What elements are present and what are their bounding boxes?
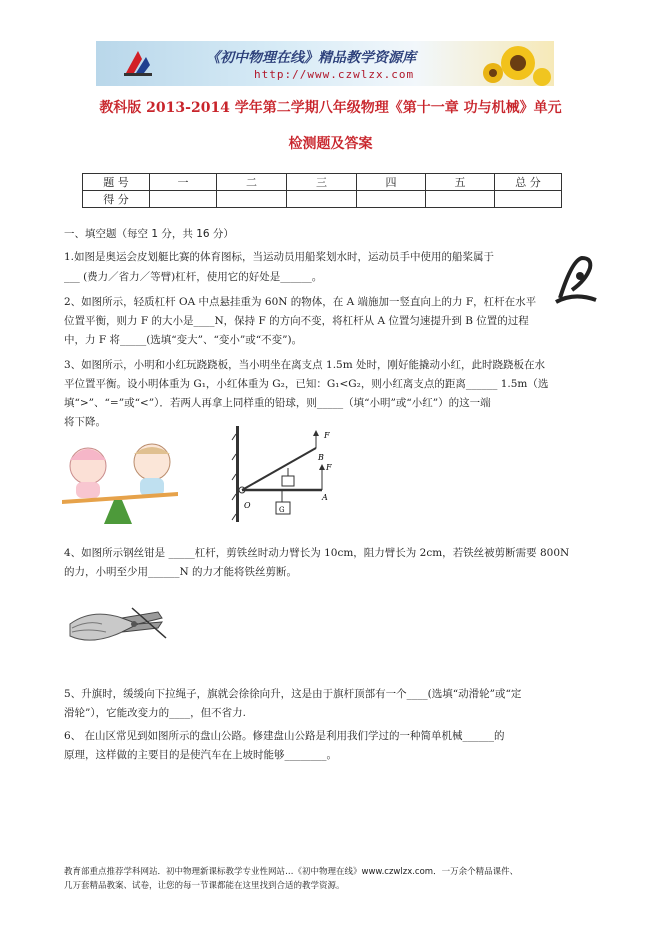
label-A: A (322, 493, 328, 502)
question-3-line: 填“>”、“=”或“<”）．若两人再拿上同样重的铅球，则_____（填“小明”或“小红”）的这一端 (64, 397, 491, 409)
wire-cutter-pliers-image (62, 598, 170, 658)
table-cell (287, 191, 357, 208)
table-cell: 题 号 (83, 174, 150, 191)
seesaw-children-image (56, 438, 184, 530)
table-cell: 得 分 (83, 191, 150, 208)
footer-line2: 几万套精品教案、试卷，让您的每一节课都能在这里找到合适的教学资源。 (64, 881, 345, 891)
table-cell: 二 (217, 174, 287, 191)
question-1-line: 1.如图是奥运会皮划艇比赛的体育图标，当运动员用船桨划水时，运动员手中使用的船桨属于 (64, 251, 495, 263)
question-3-line: 平位置平衡。设小明体重为 G₁，小红体重为 G₂，已知：G₁<G₂，则小红离支点的距离______ 1.5m（选 (64, 378, 549, 390)
label-F-top: F (324, 431, 330, 440)
canoe-sport-icon (552, 252, 598, 308)
question-2-line: 2、如图所示，轻质杠杆 OA 中点悬挂重为 60N 的物体，在 A 端施加一竖直向上的力 F，杠杆在水平 (64, 296, 537, 308)
question-3-line: 3、如图所示，小明和小红玩跷跷板，当小明坐在离支点 1.5m 处时，刚好能撬动小红，此时跷跷板在水 (64, 359, 546, 371)
label-O: O (244, 501, 251, 510)
table-cell (495, 191, 562, 208)
table-cell: 五 (426, 174, 495, 191)
table-cell: 三 (287, 174, 357, 191)
label-B: B (318, 453, 324, 462)
question-5-line: 滑轮”），它能改变力的____，但不省力. (64, 707, 246, 719)
label-G: G (279, 506, 285, 514)
question-3-line: 将下降。 (64, 416, 106, 428)
doc-title-line1: 教科版 2013-2014 学年第二学期八年级物理《第十一章 功与机械》单元 (99, 100, 562, 116)
banner-title: 《初中物理在线》精品教学资源库 (206, 50, 416, 66)
table-cell: 四 (357, 174, 426, 191)
score-table (82, 173, 562, 208)
site-logo-icon (122, 47, 154, 79)
doc-title-line2: 检测题及答案 (288, 136, 373, 152)
question-2-line: 位置平衡，则力 F 的大小是____N，保持 F 的方向不变，将杠杆从 A 位置匀速提升到 B 位置的过程 (64, 315, 529, 327)
site-banner (96, 41, 554, 86)
question-4-line: 4、如图所示钢丝钳是 _____杠杆，剪铁丝时动力臂长为 10cm，阻力臂长为 2cm，若铁丝被剪断需要 800N (64, 547, 570, 559)
table-cell (357, 191, 426, 208)
question-2-line: 中，力 F 将_____(选填“变大”、“变小”或“不变”)。 (64, 334, 303, 346)
footer-line1: 教育部重点推荐学科网站．初中物理新课标教学专业性网站…《初中物理在线》www.czwlzx.com．一万余个精品课件、 (64, 867, 519, 877)
question-5-line: 5、升旗时，缓缓向下拉绳子，旗就会徐徐向升，这是由于旗杆顶部有一个____(选填“动滑轮”或“定 (64, 688, 522, 700)
table-cell (426, 191, 495, 208)
lever-diagram (232, 426, 350, 522)
table-cell: 总 分 (495, 174, 562, 191)
question-6-line: 6、 在山区常见到如图所示的盘山公路。修建盘山公路是利用我们学过的一种简单机械______的 (64, 730, 505, 742)
table-cell (150, 191, 217, 208)
question-6-line: 原理，这样做的主要目的是使汽车在上坡时能够________。 (64, 749, 337, 761)
sunflower-icon (478, 43, 548, 85)
question-4-line: 的力，小明至少用______N 的力才能将铁丝剪断。 (64, 566, 298, 578)
score-table-score-row (83, 191, 562, 208)
table-cell (217, 191, 287, 208)
table-cell: 一 (150, 174, 217, 191)
label-F-right: F (326, 463, 332, 472)
banner-url: http://www.czwlzx.com (254, 68, 415, 81)
question-1-line: ___ (费力／省力／等臂)杠杆，使用它的好处是______。 (64, 271, 323, 283)
section-heading: 一、填空题（每空 1 分，共 16 分） (64, 228, 234, 240)
score-table-header-row (83, 174, 562, 191)
